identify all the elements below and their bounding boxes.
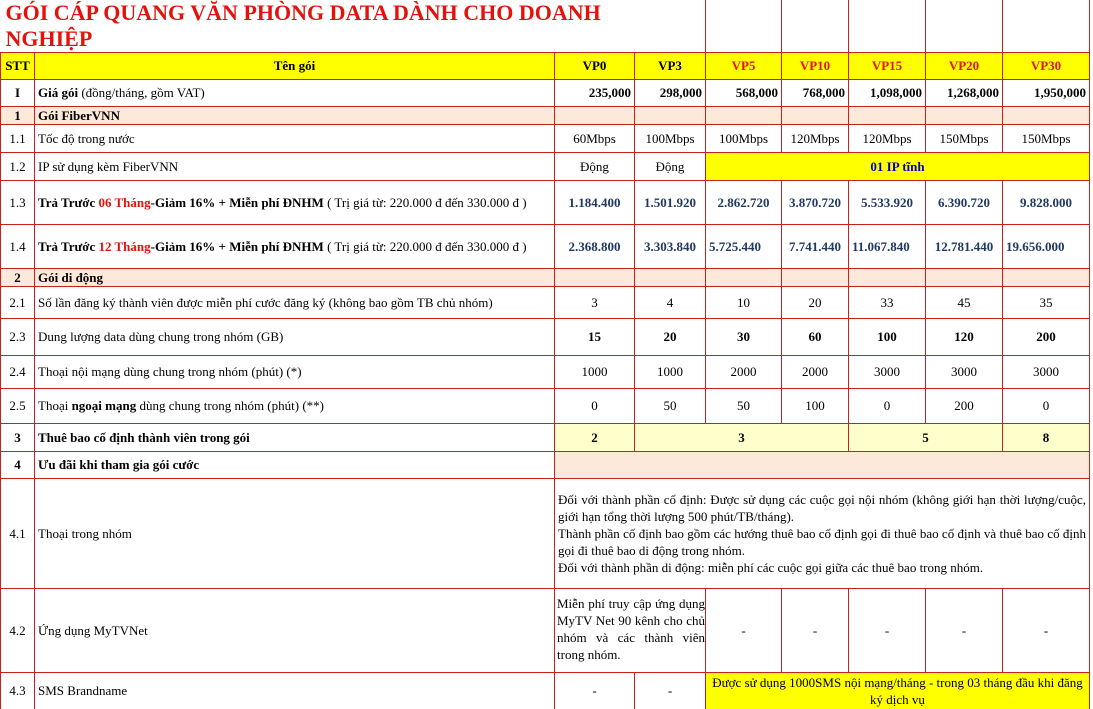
plan-header-vp0: VP0: [555, 53, 635, 80]
section-stt: 2: [1, 269, 35, 287]
data-cell: 120: [926, 319, 1003, 356]
row-label: Tốc độ trong nước: [35, 125, 555, 153]
fixed-cell: 3: [635, 424, 849, 452]
speed-cell: 100Mbps: [706, 125, 782, 153]
price-row: [1, 80, 1090, 107]
prepay12-cell: 11.067.840: [849, 225, 926, 269]
row-label: Số lần đăng ký thành viên được miễn phí cước đăng ký (không bao gồm TB chủ nhóm): [35, 287, 555, 319]
sms-dash: -: [555, 673, 635, 709]
plan-header-vp15: VP15: [849, 53, 926, 80]
row-label: Thoại trong nhóm: [35, 479, 555, 589]
mytv-dash: -: [706, 589, 782, 673]
plan-header-vp5: VP5: [706, 53, 782, 80]
description-line: Đối với thành phần cố định: Được sử dụng các cuộc gọi nội nhóm (không giới hạn thời lượng/cuộc, giới hạn tổng thời lượng 500 phút/TB/tháng).: [558, 492, 1086, 524]
ip-cell: Động: [635, 153, 706, 181]
row-label: Thoại nội mạng dùng chung trong nhóm (phút) (*): [35, 356, 555, 389]
speed-cell: 150Mbps: [1003, 125, 1090, 153]
row-stt: 2.5: [1, 389, 35, 424]
members-cell: 3: [555, 287, 635, 319]
price-cell: 1,268,000: [926, 80, 1003, 107]
plan-header-vp10: VP10: [782, 53, 849, 80]
row-stt: 1.4: [1, 225, 35, 269]
onnet-cell: 3000: [926, 356, 1003, 389]
speed-cell: 120Mbps: [849, 125, 926, 153]
prepay12-cell: 7.741.440: [782, 225, 849, 269]
row-label: SMS Brandname: [35, 673, 555, 709]
sms-offer-text: Được sử dụng 1000SMS nội mạng/tháng - trong 03 tháng đầu khi đăng ký dịch vụ: [706, 673, 1090, 709]
prepay12-cell: 2.368.800: [555, 225, 635, 269]
row-stt: I: [1, 80, 35, 107]
data-cell: 200: [1003, 319, 1090, 356]
prepay6-cell: 2.862.720: [706, 181, 782, 225]
row-stt: 2.1: [1, 287, 35, 319]
sms-row: [1, 673, 1090, 709]
row-label: Trả Trước 06 Tháng-Giảm 16% + Miễn phí ĐNHM ( Trị giá từ: 220.000 đ đến 330.000 đ ): [35, 181, 555, 225]
members-cell: 10: [706, 287, 782, 319]
members-cell: 4: [635, 287, 706, 319]
prepay6-cell: 3.870.720: [782, 181, 849, 225]
row-stt: 4.3: [1, 673, 35, 709]
prepay12-cell: 12.781.440: [926, 225, 1003, 269]
group-call-row: [1, 479, 1090, 589]
members-cell: 45: [926, 287, 1003, 319]
onnet-cell: 2000: [782, 356, 849, 389]
offnet-cell: 0: [1003, 389, 1090, 424]
row-label: Ứng dụng MyTVNet: [35, 589, 555, 673]
fixed-cell: 8: [1003, 424, 1090, 452]
onnet-cell: 2000: [706, 356, 782, 389]
mytv-row: [1, 589, 1090, 673]
mytv-dash: -: [849, 589, 926, 673]
onnet-cell: 1000: [635, 356, 706, 389]
row-label-rest: (đồng/tháng, gồm VAT): [78, 85, 205, 100]
mytv-dash: -: [782, 589, 849, 673]
speed-cell: 100Mbps: [635, 125, 706, 153]
offnet-cell: 100: [782, 389, 849, 424]
sms-dash: -: [635, 673, 706, 709]
plan-header-vp3: VP3: [635, 53, 706, 80]
speed-cell: 60Mbps: [555, 125, 635, 153]
onnet-cell: 3000: [1003, 356, 1090, 389]
row-label: IP sử dụng kèm FiberVNN: [35, 153, 555, 181]
row-label-bold: Giá gói: [38, 85, 79, 100]
mytv-vp0-description: Miễn phí truy cập ứng dụng MyTV Net 90 kênh cho chủ nhóm và các thành viên trong nhóm.: [557, 596, 705, 662]
header-row: [1, 53, 1090, 80]
section-fiber-row: [1, 107, 1090, 125]
group-call-description: [555, 479, 1090, 589]
onnet-cell: 1000: [555, 356, 635, 389]
speed-row: [1, 125, 1090, 153]
section-offers-row: [1, 452, 1090, 479]
mytv-dash: -: [926, 589, 1003, 673]
section-label: Gói FiberVNN: [35, 107, 555, 125]
fixed-cell: 2: [555, 424, 635, 452]
data-cell: 15: [555, 319, 635, 356]
section-mobile-row: [1, 269, 1090, 287]
prepay6-cell: 6.390.720: [926, 181, 1003, 225]
description-line: Thành phần cố định bao gồm các hướng thuê bao cố định gọi đi thuê bao cố định và thuê bao cố định gọi đi thuê bao di động trong nhóm.: [558, 526, 1086, 558]
mytv-dash: -: [1003, 589, 1090, 673]
members-cell: 35: [1003, 287, 1090, 319]
prepay6-cell: 9.828.000: [1003, 181, 1090, 225]
stt-header: STT: [1, 53, 35, 80]
speed-cell: 120Mbps: [782, 125, 849, 153]
data-cell: 100: [849, 319, 926, 356]
offnet-cell: 50: [635, 389, 706, 424]
data-cell: 20: [635, 319, 706, 356]
page-title: GÓI CÁP QUANG VĂN PHÒNG DATA DÀNH CHO DOANH NGHIỆP: [5, 0, 601, 51]
prepay6-cell: 1.184.400: [555, 181, 635, 225]
section-stt: 4: [1, 452, 35, 479]
price-cell: 235,000: [555, 80, 635, 107]
speed-cell: 150Mbps: [926, 125, 1003, 153]
row-label: [35, 80, 555, 107]
name-header: Tên gói: [35, 53, 555, 80]
price-cell: 298,000: [635, 80, 706, 107]
offnet-cell: 0: [849, 389, 926, 424]
price-cell: 568,000: [706, 80, 782, 107]
prepay12-cell: 19.656.000: [1003, 225, 1090, 269]
ip-row: [1, 153, 1090, 181]
row-label: Dung lượng data dùng chung trong nhóm (GB): [35, 319, 555, 356]
members-row: [1, 287, 1090, 319]
title-row: [1, 0, 1090, 53]
members-cell: 20: [782, 287, 849, 319]
data-cell: 30: [706, 319, 782, 356]
prepay12-cell: 5.725.440: [706, 225, 782, 269]
offnet-cell: 50: [706, 389, 782, 424]
row-stt: 2.3: [1, 319, 35, 356]
fixed-row: [1, 424, 1090, 452]
data-row: [1, 319, 1090, 356]
prepay6-cell: 1.501.920: [635, 181, 706, 225]
ip-cell: Động: [555, 153, 635, 181]
price-cell: 768,000: [782, 80, 849, 107]
row-stt: 4.1: [1, 479, 35, 589]
price-cell: 1,950,000: [1003, 80, 1090, 107]
row-stt: 1.2: [1, 153, 35, 181]
row-label: Thuê bao cố định thành viên trong gói: [35, 424, 555, 452]
members-cell: 33: [849, 287, 926, 319]
static-ip-cell: 01 IP tĩnh: [706, 153, 1090, 181]
row-stt: 4.2: [1, 589, 35, 673]
offnet-cell: 0: [555, 389, 635, 424]
prepay6-row: [1, 181, 1090, 225]
plan-header-vp30: VP30: [1003, 53, 1090, 80]
fixed-cell: 5: [849, 424, 1003, 452]
plan-header-vp20: VP20: [926, 53, 1003, 80]
section-label: Ưu đãi khi tham gia gói cước: [35, 452, 555, 479]
data-cell: 60: [782, 319, 849, 356]
section-label: Gói di động: [35, 269, 555, 287]
row-stt: 1.3: [1, 181, 35, 225]
prepay12-cell: 3.303.840: [635, 225, 706, 269]
prepay12-row: [1, 225, 1090, 269]
description-line: Đối với thành phần di động: miễn phí các cuộc gọi giữa các thuê bao trong nhóm.: [558, 560, 984, 575]
offnet-cell: 200: [926, 389, 1003, 424]
offnet-row: [1, 389, 1090, 424]
section-stt: 1: [1, 107, 35, 125]
row-label: Thoại ngoại mạng dùng chung trong nhóm (phút) (**): [35, 389, 555, 424]
onnet-row: [1, 356, 1090, 389]
row-stt: 1.1: [1, 125, 35, 153]
row-stt: 3: [1, 424, 35, 452]
price-cell: 1,098,000: [849, 80, 926, 107]
prepay6-cell: 5.533.920: [849, 181, 926, 225]
row-stt: 2.4: [1, 356, 35, 389]
row-label: Trả Trước 12 Tháng-Giảm 16% + Miễn phí ĐNHM ( Trị giá từ: 220.000 đ đến 330.000 đ ): [35, 225, 555, 269]
onnet-cell: 3000: [849, 356, 926, 389]
